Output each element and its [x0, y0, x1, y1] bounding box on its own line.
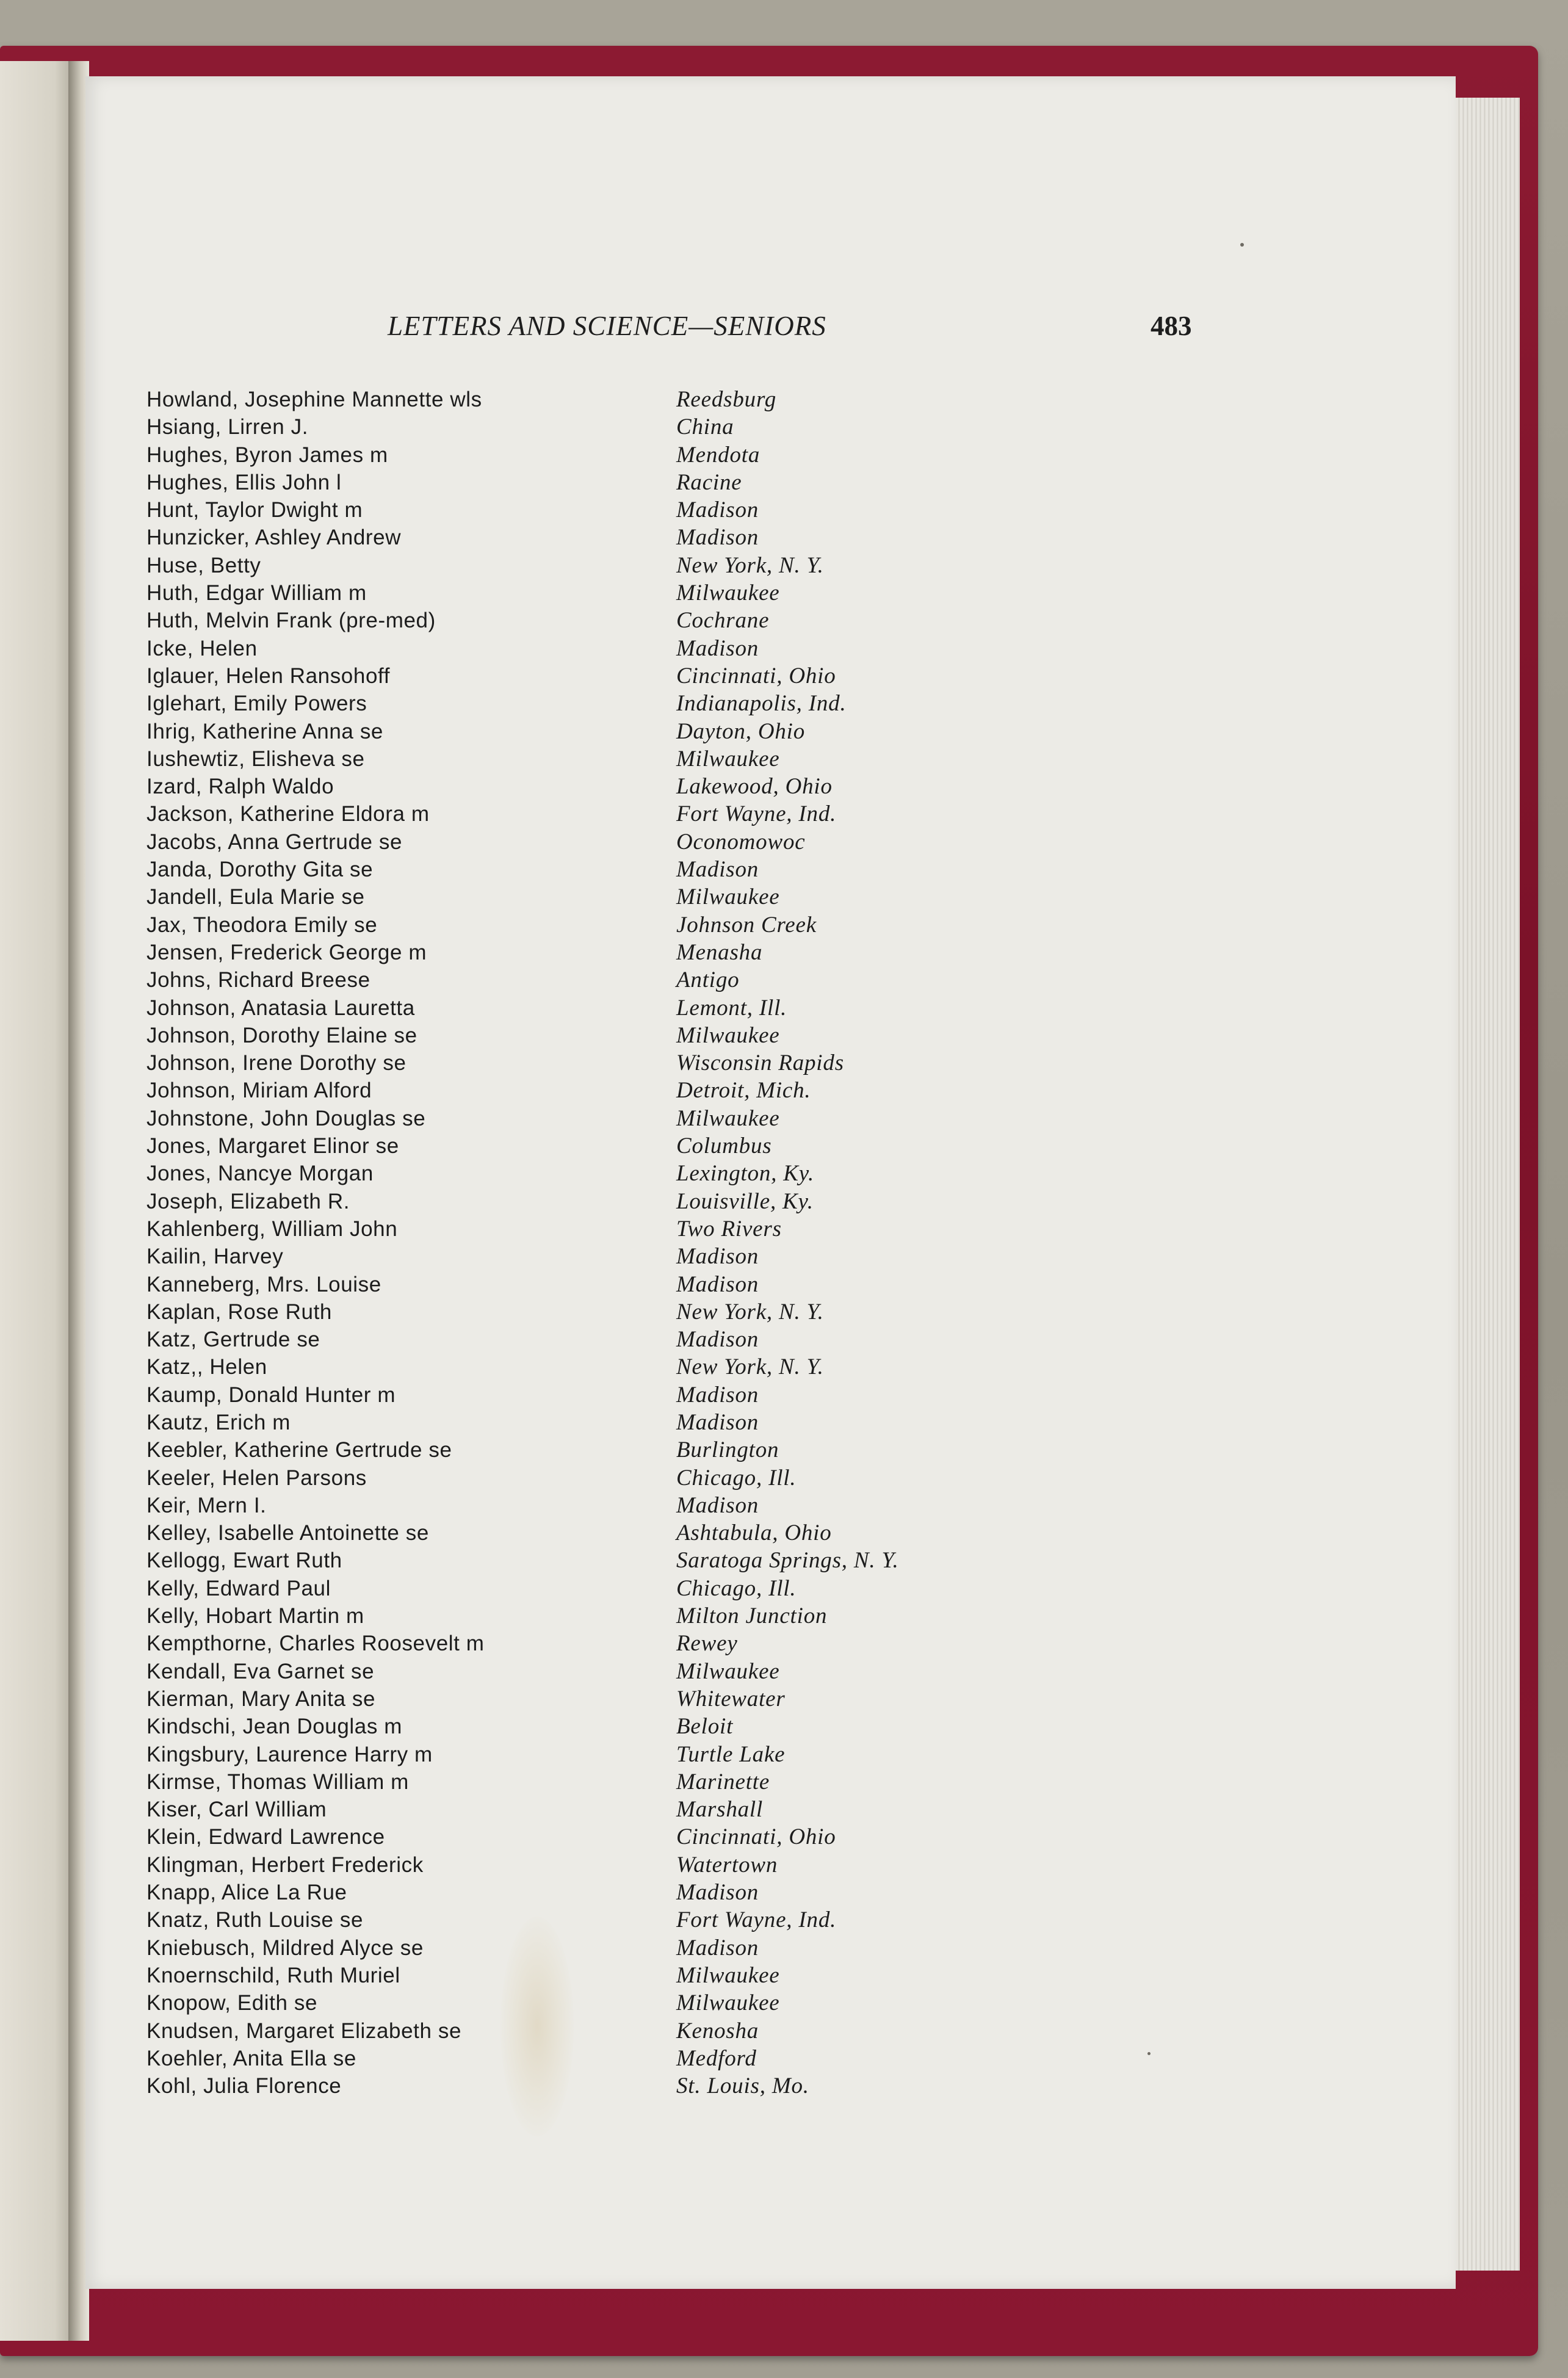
student-name: Hunt, Taylor Dwight m	[146, 498, 363, 522]
student-name: Knopow, Edith se	[146, 1991, 318, 2015]
directory-entry	[146, 1077, 1306, 1104]
directory-entry	[146, 1436, 1306, 1464]
directory-entry	[146, 773, 1306, 800]
page-number: 483	[1151, 311, 1192, 341]
hometown: Madison	[676, 1271, 759, 1297]
directory-entry	[146, 1022, 1306, 1049]
directory-entry	[146, 1326, 1306, 1353]
student-name: Kempthorne, Charles Roosevelt m	[146, 1632, 485, 1656]
directory-entry	[146, 441, 1306, 469]
hometown: Chicago, Ill.	[676, 1465, 797, 1491]
hometown: Cincinnati, Ohio	[676, 1824, 836, 1850]
student-name: Iglehart, Emily Powers	[146, 692, 367, 716]
directory-entry	[146, 579, 1306, 607]
directory-entry	[146, 1879, 1306, 1906]
student-name: Knatz, Ruth Louise se	[146, 1908, 364, 1932]
hometown: Chicago, Ill.	[676, 1575, 797, 1601]
hometown: Madison	[676, 1409, 759, 1435]
hometown: Milwaukee	[676, 1990, 780, 2016]
student-name: Jones, Nancye Morgan	[146, 1162, 374, 1186]
directory-entry	[146, 883, 1306, 911]
student-name: Hsiang, Lirren J.	[146, 415, 309, 439]
hometown: Beloit	[676, 1714, 734, 1740]
hometown: New York, N. Y.	[676, 552, 824, 578]
student-name: Kelley, Isabelle Antoinette se	[146, 1521, 429, 1545]
directory-entry	[146, 1353, 1306, 1381]
directory-entry	[146, 1741, 1306, 1768]
student-name: Johnson, Dorothy Elaine se	[146, 1023, 417, 1047]
student-name: Huth, Edgar William m	[146, 581, 367, 605]
student-name: Huth, Melvin Frank (pre-med)	[146, 609, 436, 633]
hometown: Whitewater	[676, 1686, 786, 1711]
hometown: Madison	[676, 1880, 759, 1906]
student-name: Katz,, Helen	[146, 1355, 267, 1379]
student-name: Knudsen, Margaret Elizabeth se	[146, 2018, 462, 2043]
student-name: Klein, Edward Lawrence	[146, 1825, 385, 1849]
student-name: Kanneberg, Mrs. Louise	[146, 1272, 381, 1296]
student-name: Ihrig, Katherine Anna se	[146, 719, 383, 743]
hometown: Madison	[676, 1382, 759, 1408]
student-name: Kelly, Edward Paul	[146, 1576, 331, 1600]
directory-entry	[146, 1049, 1306, 1077]
student-name: Keeler, Helen Parsons	[146, 1465, 367, 1490]
hometown: Madison	[676, 1935, 759, 1961]
running-header-title: LETTERS AND SCIENCE—SENIORS	[388, 311, 826, 341]
hometown: Lemont, Ill.	[676, 995, 787, 1021]
hometown: Burlington	[676, 1437, 779, 1463]
directory-entry	[146, 966, 1306, 994]
paper-speck	[1147, 2052, 1151, 2055]
student-name: Huse, Betty	[146, 553, 261, 577]
hometown: Marinette	[676, 1769, 770, 1794]
directory-entry	[146, 745, 1306, 773]
student-name: Hughes, Byron James m	[146, 443, 388, 467]
directory-entry	[146, 1271, 1306, 1298]
hometown: Madison	[676, 635, 759, 661]
directory-entry	[146, 524, 1306, 551]
student-name: Kendall, Eva Garnet se	[146, 1659, 375, 1683]
hometown: Madison	[676, 1492, 759, 1518]
student-name: Kelly, Hobart Martin m	[146, 1604, 364, 1628]
hometown: Lakewood, Ohio	[676, 774, 833, 800]
directory-entry	[146, 469, 1306, 496]
student-name: Johnson, Anatasia Lauretta	[146, 996, 415, 1020]
directory-entry	[146, 1962, 1306, 1989]
student-name: Iglauer, Helen Ransohoff	[146, 663, 391, 688]
directory-entry	[146, 1243, 1306, 1270]
student-name: Kellogg, Ewart Ruth	[146, 1549, 342, 1573]
hometown: Dayton, Ohio	[676, 718, 806, 744]
student-name: Keebler, Katherine Gertrude se	[146, 1438, 452, 1462]
student-name: Kirmse, Thomas William m	[146, 1769, 409, 1794]
student-name: Janda, Dorothy Gita se	[146, 858, 374, 882]
hometown: Fort Wayne, Ind.	[676, 801, 837, 827]
hometown: Ashtabula, Ohio	[676, 1520, 832, 1546]
student-name: Jandell, Eula Marie se	[146, 885, 365, 909]
directory-entry	[146, 1989, 1306, 2017]
hometown: Louisville, Ky.	[676, 1188, 814, 1214]
student-name: Jones, Margaret Elinor se	[146, 1134, 399, 1158]
hometown: Detroit, Mich.	[676, 1078, 811, 1104]
directory-entry	[146, 496, 1306, 524]
directory-entry	[146, 1105, 1306, 1132]
directory-entry	[146, 2072, 1306, 2100]
student-name: Joseph, Elizabeth R.	[146, 1189, 350, 1213]
hometown: Wisconsin Rapids	[676, 1050, 844, 1076]
directory-entry	[146, 1188, 1306, 1215]
hometown: Madison	[676, 857, 759, 883]
hometown: Milwaukee	[676, 1022, 780, 1048]
student-name: Hughes, Ellis John l	[146, 470, 342, 494]
student-name: Johns, Richard Breese	[146, 968, 370, 992]
directory-entry	[146, 413, 1306, 441]
directory-entry	[146, 1906, 1306, 1934]
directory-entry	[146, 662, 1306, 690]
student-name: Kaump, Donald Hunter m	[146, 1382, 396, 1407]
directory-entry	[146, 552, 1306, 579]
student-name: Kailin, Harvey	[146, 1245, 284, 1269]
hometown: Johnson Creek	[676, 912, 817, 938]
directory-entry	[146, 1132, 1306, 1160]
student-name: Kautz, Erich m	[146, 1410, 291, 1434]
directory-entry	[146, 1851, 1306, 1879]
student-name: Keir, Mern I.	[146, 1493, 267, 1517]
directory-entry	[146, 607, 1306, 634]
hometown: Medford	[676, 2045, 757, 2071]
hometown: New York, N. Y.	[676, 1354, 824, 1380]
hometown: Indianapolis, Ind.	[676, 691, 847, 717]
directory-entry	[146, 1713, 1306, 1740]
hometown: Columbus	[676, 1133, 772, 1159]
facing-page	[0, 61, 68, 2341]
student-name: Howland, Josephine Mannette wls	[146, 388, 482, 411]
student-name: Icke, Helen	[146, 636, 258, 660]
hometown: Milwaukee	[676, 746, 780, 772]
hometown: Cochrane	[676, 608, 770, 634]
hometown: Madison	[676, 497, 759, 523]
student-name: Kohl, Julia Florence	[146, 2074, 342, 2098]
paper-speck	[1240, 243, 1244, 247]
water-stain	[500, 1917, 574, 2136]
hometown: Menasha	[676, 939, 763, 965]
directory-entry	[146, 1685, 1306, 1713]
directory-entry	[146, 1602, 1306, 1630]
hometown: Two Rivers	[676, 1216, 782, 1241]
hometown: Milwaukee	[676, 1658, 780, 1684]
student-name: Hunzicker, Ashley Andrew	[146, 526, 402, 550]
hometown: Milwaukee	[676, 1962, 780, 1988]
directory-entry	[146, 1409, 1306, 1436]
directory-entry	[146, 828, 1306, 856]
hometown: Cincinnati, Ohio	[676, 663, 836, 688]
directory-entry	[146, 386, 1306, 413]
directory-entry	[146, 1519, 1306, 1547]
hometown: Saratoga Springs, N. Y.	[676, 1548, 899, 1574]
hometown: Madison	[676, 525, 759, 551]
directory-entry	[146, 1298, 1306, 1326]
directory-entry	[146, 1492, 1306, 1519]
student-name: Iushewtiz, Elisheva se	[146, 746, 365, 771]
student-name: Jacobs, Anna Gertrude se	[146, 829, 403, 854]
hometown: Kenosha	[676, 2018, 759, 2044]
directory-entry	[146, 1547, 1306, 1574]
directory-entry	[146, 800, 1306, 828]
directory-entry	[146, 2045, 1306, 2072]
directory-entry	[146, 1630, 1306, 1657]
hometown: Milwaukee	[676, 884, 780, 910]
directory-entry	[146, 635, 1306, 662]
directory-entry	[146, 1934, 1306, 1962]
hometown: Milwaukee	[676, 1105, 780, 1131]
student-name: Kahlenberg, William John	[146, 1216, 398, 1241]
student-name: Katz, Gertrude se	[146, 1328, 320, 1352]
hometown: Watertown	[676, 1852, 778, 1877]
directory-entry	[146, 856, 1306, 883]
hometown: Turtle Lake	[676, 1741, 786, 1767]
directory-entry	[146, 1575, 1306, 1602]
directory-entry	[146, 1823, 1306, 1851]
student-name: Johnson, Irene Dorothy se	[146, 1051, 406, 1075]
student-name: Jackson, Katherine Eldora m	[146, 802, 430, 826]
hometown: Madison	[676, 1244, 759, 1270]
directory-entry	[146, 939, 1306, 966]
hometown: Oconomowoc	[676, 829, 806, 855]
student-name: Izard, Ralph Waldo	[146, 775, 334, 799]
page-edges	[1456, 98, 1520, 2271]
hometown: China	[676, 414, 734, 440]
hometown: Racine	[676, 469, 742, 495]
directory-entry	[146, 1658, 1306, 1685]
directory-entry	[146, 2017, 1306, 2045]
student-directory-list	[146, 386, 1306, 2100]
student-name: Kiser, Carl William	[146, 1798, 327, 1822]
hometown: Marshall	[676, 1797, 764, 1823]
hometown: Rewey	[676, 1631, 738, 1657]
directory-entry	[146, 994, 1306, 1022]
student-name: Johnson, Miriam Alford	[146, 1079, 372, 1103]
hometown: Madison	[676, 1327, 759, 1353]
student-name: Johnstone, John Douglas se	[146, 1106, 426, 1130]
hometown: St. Louis, Mo.	[676, 2073, 809, 2099]
directory-entry	[146, 911, 1306, 939]
directory-entry	[146, 1796, 1306, 1823]
student-name: Jensen, Frederick George m	[146, 940, 427, 964]
hometown: Antigo	[676, 967, 740, 993]
student-name: Knapp, Alice La Rue	[146, 1881, 347, 1905]
hometown: Fort Wayne, Ind.	[676, 1907, 837, 1933]
student-name: Kniebusch, Mildred Alyce se	[146, 1935, 424, 1960]
student-name: Kindschi, Jean Douglas m	[146, 1715, 403, 1739]
student-name: Kaplan, Rose Ruth	[146, 1299, 332, 1324]
directory-entry	[146, 1381, 1306, 1409]
hometown: Lexington, Ky.	[676, 1161, 814, 1187]
student-name: Kierman, Mary Anita se	[146, 1686, 376, 1711]
directory-entry	[146, 718, 1306, 745]
directory-entry	[146, 1160, 1306, 1187]
student-name: Jax, Theodora Emily se	[146, 913, 378, 937]
hometown: Milwaukee	[676, 580, 780, 606]
student-name: Knoernschild, Ruth Muriel	[146, 1963, 400, 1987]
directory-entry	[146, 690, 1306, 717]
student-name: Klingman, Herbert Frederick	[146, 1852, 424, 1877]
student-name: Kingsbury, Laurence Harry m	[146, 1742, 433, 1766]
hometown: Reedsburg	[676, 387, 777, 412]
hometown: New York, N. Y.	[676, 1299, 824, 1325]
directory-entry	[146, 1215, 1306, 1243]
hometown: Milton Junction	[676, 1603, 828, 1629]
directory-entry	[146, 1464, 1306, 1492]
student-name: Koehler, Anita Ella se	[146, 2046, 356, 2070]
hometown: Mendota	[676, 442, 761, 468]
directory-entry	[146, 1768, 1306, 1796]
